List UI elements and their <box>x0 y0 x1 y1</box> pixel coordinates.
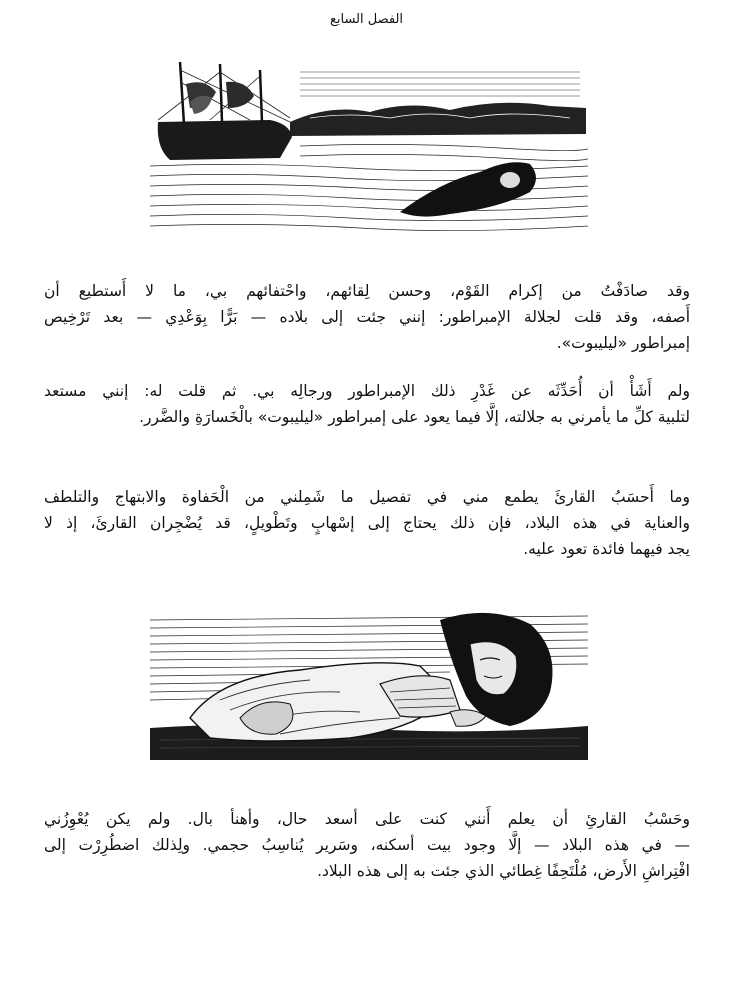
paragraph-line: وحَسْبُ القارئِ أن يعلم أَنني كنت على أسعد حال، وأهنأ بال. ولم يكن يُعْوِزُني <box>44 810 690 828</box>
paragraph-line: إمبراطور «ليليبوت». <box>556 334 690 352</box>
paragraph-line: والعناية في هذه البلاد، فإن ذلك يحتاج إلى إسْهابٍ وتَطْويلٍ، قد يُضْجِران القارئَ، إذ لا <box>44 514 690 532</box>
paragraph-4 <box>44 806 690 884</box>
paragraph-3 <box>44 484 690 562</box>
chapter-title: الفصل السابع <box>329 12 404 27</box>
paragraph-line: وما أَحسَبُ القارئَ يطمع مني في تفصيل ما شَمِلني من الْحَفاوة والابتهاج والتلطف <box>44 488 690 506</box>
paragraph-line: وقد صادَفْتُ من إكرام القَوْم، وحسن لِقائهم، واحْتفائهم بي، ما لا أَستطيع أن <box>44 282 690 300</box>
paragraph-line: — في هذه البلاد — إلَّا وجود بيت أسكنه، وسَرير يُناسِبُ حجمي. ولِذلك اضطُرِرْت إلى <box>44 836 690 854</box>
paragraph-line: ولم أَشَأْ أن أُحَدِّثَه عن غَدْرِ ذلك الإمبراطور ورجالِه بي. ثم قلت له: إنني مستعد <box>44 382 690 400</box>
paragraph-line: افْتِراشِ الأَرض، مُلْتَحِفًا غِطائي الذي جئت به إلى هذه البلاد. <box>317 862 690 880</box>
paragraph-line: أَصفه، وقد قلت لجلالة الإمبراطور: إنني جئت إلى بلاده — بَرًّا بِوَعْدِي — بعد تَرْخِيص <box>44 308 690 326</box>
paragraph-line: يجد فيهما فائدة تعود عليه. <box>523 540 690 558</box>
ship-and-swimmer-illustration <box>150 62 588 232</box>
paragraph-line: لتلبية كلِّ ما يأمرني به جلالته، إلَّا فيما يعود على إمبراطور «ليليبوت» بالْخَسارَةِ والضَّرر. <box>139 408 690 426</box>
paragraph-1 <box>44 278 690 356</box>
paragraph-2 <box>44 378 690 430</box>
man-sleeping-on-ground-illustration <box>150 600 588 760</box>
